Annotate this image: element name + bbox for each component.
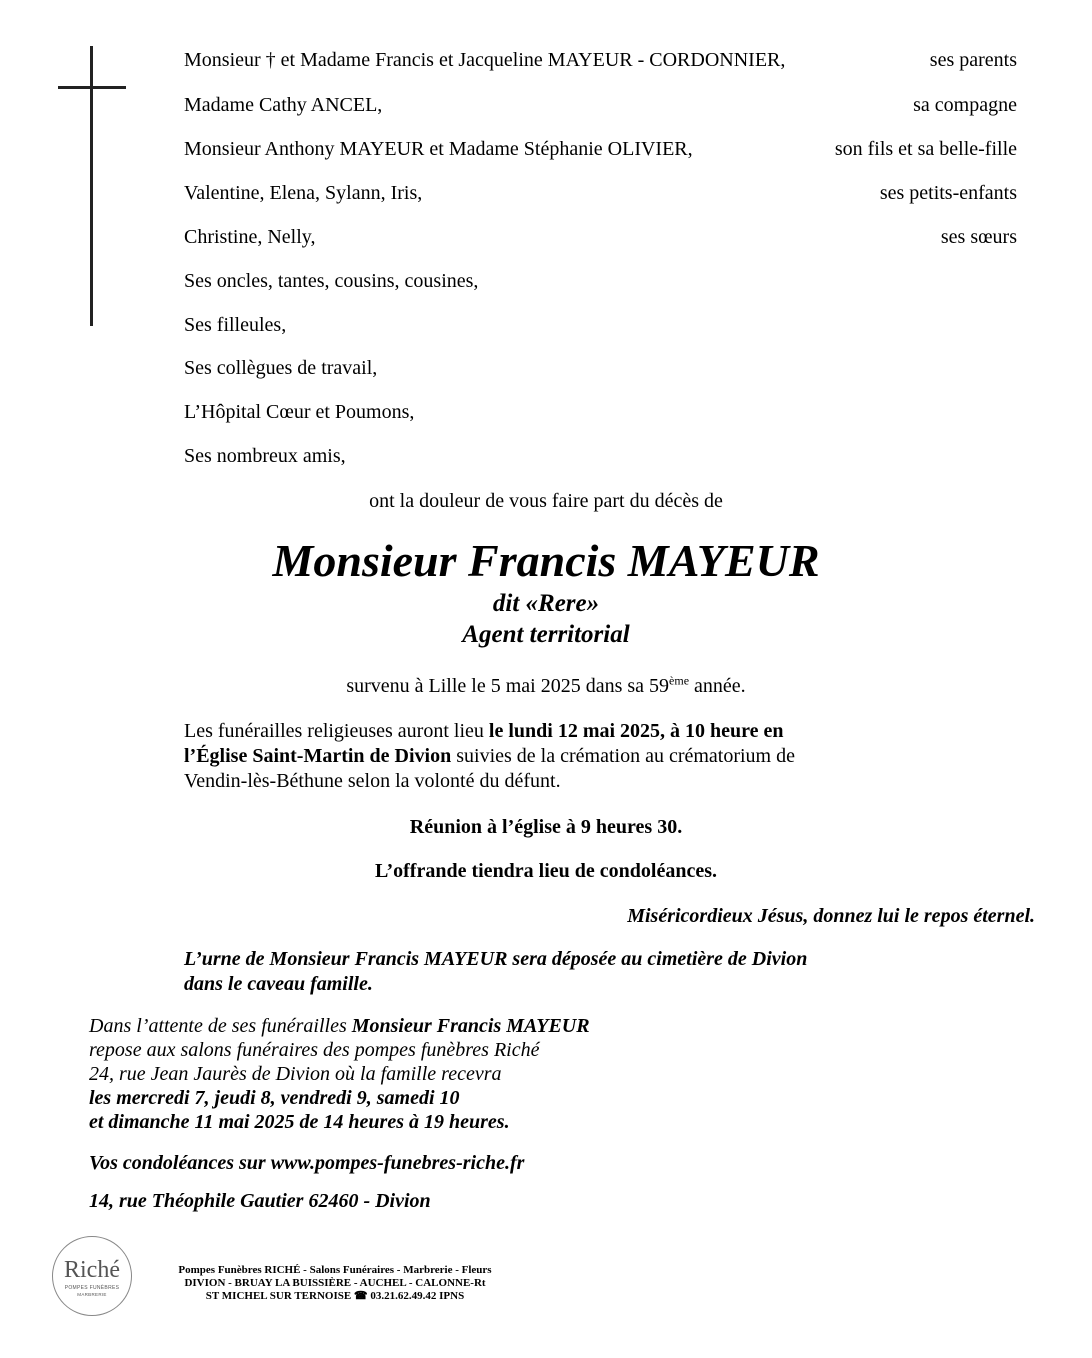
footer-info <box>145 1264 525 1303</box>
funeral-details <box>184 719 904 794</box>
family-relation: ses parents <box>929 49 1017 71</box>
riche-logo <box>52 1236 132 1316</box>
family-line <box>184 224 1017 250</box>
offrande-info: L’offrande tiendra lieu de condoléances. <box>374 860 718 882</box>
family-relation: ses sœurs <box>940 226 1017 248</box>
family-names: Madame Cathy ANCEL, <box>184 94 383 116</box>
death-info <box>0 672 1092 700</box>
footer-line: Pompes Funèbres RICHÉ - Salons Funéraires - Marbrerie - Fleurs <box>178 1264 492 1276</box>
family-line <box>184 136 1017 162</box>
condolences-website: Vos condoléances sur www.pompes-funebres-riche.fr <box>89 1152 525 1174</box>
footer-line: DIVION - BRUAY LA BUISSIÈRE - AUCHEL - CALONNE-Rt <box>184 1277 486 1289</box>
funeral-text: suivies de la crémation au crématorium de <box>451 745 795 767</box>
deceased-nickname: dit «Rere» <box>492 590 600 617</box>
family-names: L’Hôpital Cœur et Poumons, <box>184 401 415 423</box>
wake-info <box>89 1014 789 1134</box>
deceased-profession: Agent territorial <box>462 621 630 648</box>
logo-name: Riché <box>64 1257 120 1283</box>
family-line <box>184 180 1017 206</box>
footer-line: ST MICHEL SUR TERNOISE ☎ 03.21.62.49.42 IPNS <box>205 1290 465 1302</box>
urn-line: L’urne de Monsieur Francis MAYEUR sera déposée au cimetière de Divion <box>184 948 808 970</box>
deceased-name: Monsieur Francis MAYEUR <box>272 535 820 586</box>
funeral-home-address: 14, rue Théophile Gautier 62460 - Divion <box>89 1190 431 1212</box>
announcement-intro: ont la douleur de vous faire part du décès de <box>369 490 723 512</box>
family-names: Valentine, Elena, Sylann, Iris, <box>184 182 423 204</box>
wake-text: Dans l’attente de ses funérailles <box>89 1015 352 1037</box>
wake-text: 24, rue Jean Jaurès de Divion où la famille recevra <box>89 1063 502 1085</box>
family-line <box>184 312 1017 338</box>
family-line <box>184 355 1017 381</box>
family-line <box>184 443 1017 469</box>
cross-icon-bar <box>58 86 126 89</box>
wake-dates: et dimanche 11 mai 2025 de 14 heures à 19 heures. <box>89 1111 510 1133</box>
logo-subtitle: MARBRERIE <box>77 1292 107 1297</box>
family-names: Ses nombreux amis, <box>184 445 346 467</box>
family-relation: ses petits-enfants <box>879 182 1017 204</box>
death-info-end: année. <box>689 675 746 697</box>
family-relation: sa compagne <box>913 94 1017 116</box>
family-names: Monsieur † et Madame Francis et Jacqueline MAYEUR - CORDONNIER, <box>184 49 786 71</box>
prayer: Miséricordieux Jésus, donnez lui le repos éternel. <box>627 905 1035 927</box>
funeral-date: le lundi 12 mai 2025, à 10 heure en <box>488 720 784 742</box>
death-info-text: survenu à Lille le 5 mai 2025 dans sa 59 <box>346 675 670 697</box>
urn-info <box>184 947 924 997</box>
family-names: Monsieur Anthony MAYEUR et Madame Stéphanie OLIVIER, <box>184 138 693 160</box>
family-line <box>184 268 1017 294</box>
wake-dates: les mercredi 7, jeudi 8, vendredi 9, samedi 10 <box>89 1087 460 1109</box>
family-relation: son fils et sa belle-fille <box>834 138 1017 160</box>
family-names: Ses collègues de travail, <box>184 357 378 379</box>
funeral-place: l’Église Saint-Martin de Divion <box>184 745 452 767</box>
reunion-info: Réunion à l’église à 9 heures 30. <box>409 816 683 838</box>
family-names: Ses oncles, tantes, cousins, cousines, <box>184 270 479 292</box>
wake-text: repose aux salons funéraires des pompes funèbres Riché <box>89 1039 540 1061</box>
funeral-text: Les funérailles religieuses auront lieu <box>184 720 489 742</box>
family-names: Christine, Nelly, <box>184 226 316 248</box>
wake-name: Monsieur Francis MAYEUR <box>351 1015 590 1037</box>
urn-line: dans le caveau famille. <box>184 973 373 995</box>
family-line <box>184 47 1017 73</box>
logo-subtitle: POMPES FUNÈBRES <box>64 1285 120 1291</box>
funeral-text: Vendin-lès-Béthune selon la volonté du défunt. <box>184 770 561 792</box>
family-names: Ses filleules, <box>184 314 287 336</box>
family-line <box>184 399 1017 425</box>
family-line <box>184 92 1017 118</box>
death-info-superscript: ème <box>669 673 690 688</box>
